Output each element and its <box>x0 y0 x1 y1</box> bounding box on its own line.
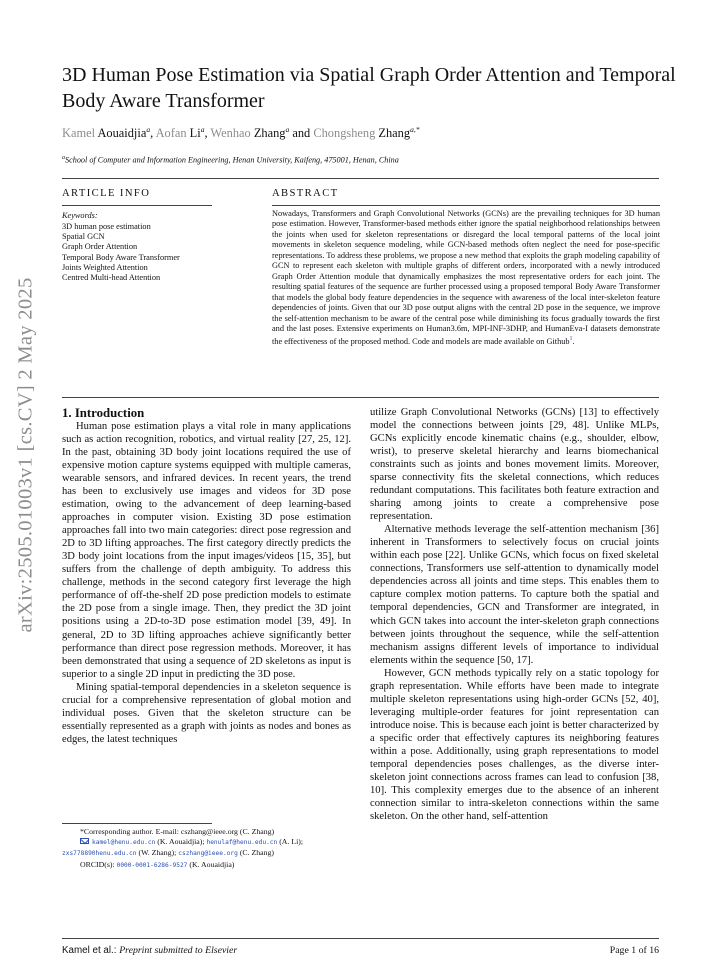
author: Aofan Li$^a$ <box>155 125 205 141</box>
article-info-rule <box>62 205 212 206</box>
paragraph: Human pose estimation plays a vital role in many applications such as action recognition, robotics, and virtual reality [27, 25, 12]. In the past, obtaining 3D body joint locations required the use of expensive motion capture systems equipped with multiple cameras, wearable sensors, and infrared devices. In recent years, the trend has been to exclusively use images and videos for 3D pose estimation, owing to the advancement of deep learning-based approaches in computer vision. Existing 3D pose estimation approaches fall into two main categories: direct pose regression and 2D to 3D lifting approaches. The first category directly predicts the 3D body joint locations from the input images/videos [15, 35], but suffers from the challenge of depth ambiguity. To address this challenge, methods in the second category first leverage the high performance of off-the-shelf 2D pose prediction models to estimate the 2D pose from a single image. Then, they predict the 3D joint positions using a 2D-to-3D pose estimation model [39, 49]. In general, 2D to 3D lifting approaches achieve significantly better performance than direct pose regression methods. Moreover, it has been demonstrated that using a sequence of 2D skeletons as input is superior to a single 2D input in predicting the 3D pose. <box>62 421 351 680</box>
paragraph: utilize Graph Convolutional Networks (GCNs) [13] to effectively model the connections between joints [29, 48]. Unlike MLPs, GCNs explicitly encode kinematic chains (e.g., shoulder, elbow, wrist), to preserve skeletal hierarchy and learns biomechanical constraints such as joints and bones movement limits. Moreover, sparse connectivity fits the skeletal connections, which reduces redundant computations. This facilitates both feature extraction and sharing among joints to create a comprehensive pose representation. <box>370 407 659 523</box>
email-line: zxs778890henu.edu.cn (W. Zhang); cszhang@ieee.org (C. Zhang) <box>62 848 275 858</box>
author: Chongsheng Zhang$^{a,*}$ <box>313 125 420 141</box>
footer-left: Kamel et al.: Preprint submitted to Elsevier <box>62 945 238 956</box>
footnote-link[interactable]: 1 <box>569 336 573 343</box>
keyword: Centred Multi-head Attention <box>62 273 161 283</box>
section-heading: 1. Introduction <box>62 406 145 420</box>
author: Wenhao Zhang$^a$ <box>210 125 290 141</box>
arxiv-stamp <box>6 255 46 655</box>
paragraph: Mining spatial-temporal dependencies in a skeleton sequence is crucial for a comprehensive representation of global motion and individual poses. Given that the skeleton structure can be essentially represented as a graph with joints as nodes and bones as edges, the latest techniques <box>62 681 351 745</box>
paragraph: However, GCN methods typically rely on a static topology for graph representation. While efforts have been made to integrate multiple skeleton representations using high-order GCNs [52, 40], leveraging multiple-order features for joint representation can introduce noise. This is because each joint is better characterized by a specific order that effectively captures its neighboring features within a pose. Additionally, using graph representations to model temporal dependencies poses challenges, as the diverse inter-skeleton joint connections across frames can lead to confusion [38, 10]. This complexity emerges due to the absence of an inherent connection similar to intra-skeleton connections within the same skeleton. On the other hand, self-attention <box>370 667 659 822</box>
email-line: kamel@henu.edu.cn (K. Aouaidjia); henulaf@henu.edu.cn (A. Li); <box>62 837 362 848</box>
keywords-label: Keywords: <box>62 211 98 220</box>
corresponding-author-note: *Corresponding author. E-mail: cszhang@ieee.org (C. Zhang) <box>80 827 275 836</box>
right-column <box>370 406 659 823</box>
footer-rule <box>62 938 659 939</box>
keyword: 3D human pose estimation <box>62 222 151 231</box>
author-conjunction: and <box>292 126 311 141</box>
keyword: Joints Weighted Attention <box>62 262 148 272</box>
header-rule <box>62 178 659 179</box>
keyword: Spatial GCN <box>62 232 105 242</box>
footnote-rule <box>62 823 212 824</box>
footnotes <box>62 827 362 871</box>
keywords-list <box>62 222 180 283</box>
email-icon <box>80 838 89 844</box>
paragraph: Alternative methods leverage the self-attention mechanism [36] inherent in Transformers to selectively focus on crucial joints within each pose [22]. Unlike GCNs, which focus on fixed skeletal connections, Transformers use self-attention to dynamically model dependencies across all joints and time steps. This enables them to capture complex motion patterns. To capture both the spatial and temporal dependencies, GCN and Transformer are integrated, in which GCN takes into account the inter-skeleton graph connections between joints throughout the sequence, while the self-attention mechanism assigns different levels of importance to individual elements within the sequence [50, 17]. <box>370 524 659 666</box>
abstract-bottom-rule <box>62 397 659 398</box>
author: Kamel Aouaidjia$^a$ <box>62 125 151 141</box>
author-list: Kamel Aouaidjia$^a$, Aofan Li$^a$, Wenhao Zhang$^a$ and Chongsheng Zhang$^{a,*}$ <box>62 125 420 141</box>
article-info-heading: ARTICLE INFO <box>62 188 151 199</box>
abstract-body: Nowadays, Transformers and Graph Convolutional Networks (GCNs) are the prevailing techniques for 3D human pose estimation. However, Transformer-based methods either ignore the spatial neighborhood relationships between the joints when used for skeleton representations or disregard the local temporal patterns of the local joint movements in skeleton sequence modeling, while GCN-based methods often neglect the need for pose-specific representations. To address these problems, we propose a new method that exploits the graph modeling capability of GCN to represent each skeleton with multiple graphs of different orders, incorporated with a newly introduced Graph Order Attention module that dynamically emphasizes the most representative orders for each joint. The resulting spatial features of the sequence are further processed using a proposed temporal Body Aware Transformer that models the global body feature dependencies in the sequence with awareness of the local inter-skeleton feature dependencies of joints. Given that our 3D pose output aligns with the central 2D pose in the sequence, we improve the self-attention mechanism to be aware of the central pose while diminishing its focus gradually towards the first and the last poses. Extensive experiments on Human3.6m, MPI-INF-3DHP, and HumanEva-I datasets demonstrate the effectiveness of the proposed method. Code and models are made available on Github$^1$. <box>272 209 660 347</box>
keyword: Temporal Body Aware Transformer <box>62 252 180 262</box>
paper-title: 3D Human Pose Estimation via Spatial Graph Order Attention and Temporal Body Aware Transformer <box>62 64 676 112</box>
abstract-heading: ABSTRACT <box>272 188 339 199</box>
keyword: Graph Order Attention <box>62 242 138 252</box>
arxiv-stamp-text: arXiv:2505.01003v1 [cs.CV] 2 May 2025 <box>14 277 37 633</box>
affiliation: $^a$School of Computer and Information Engineering, Henan University, Kaifeng, 475001, Henan, China <box>62 155 399 165</box>
left-column <box>62 420 351 746</box>
page-number: Page 1 of 16 <box>609 945 659 956</box>
orcid-line: ORCID(s): 0000-0001-6286-9527 (K. Aouaidjia) <box>80 859 235 869</box>
abstract-rule <box>272 205 660 206</box>
